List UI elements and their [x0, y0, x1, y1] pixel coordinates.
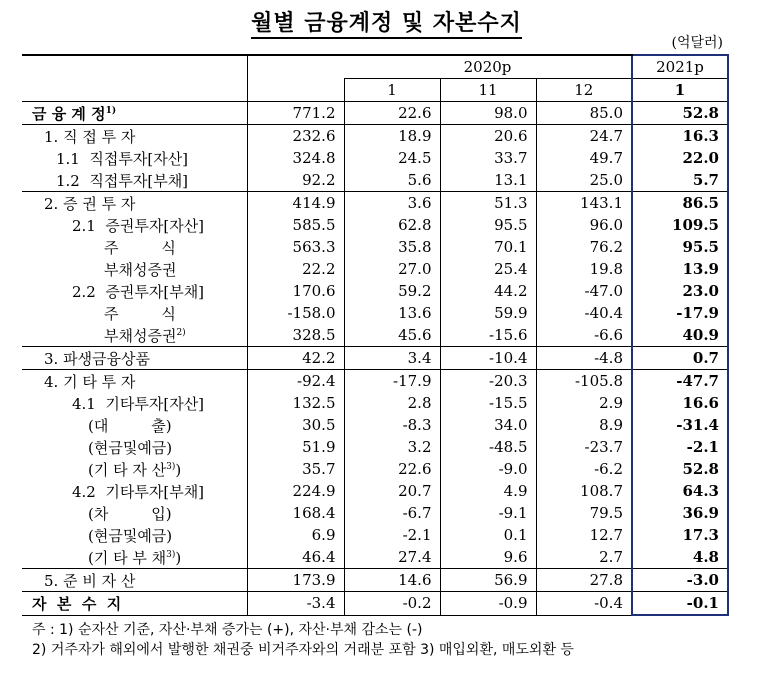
row-label [22, 436, 247, 458]
cell-total: 92.2 [247, 169, 344, 192]
footnote-line-2: 2) 거주자가 해외에서 발행한 채권중 비거주자와의 거래분 포함 3) 매입외환, 매도외환 등 [32, 642, 574, 658]
table-row [22, 392, 728, 414]
cell-m11: 9.6 [440, 546, 536, 569]
cell-total: 414.9 [247, 192, 344, 215]
cell-2021-jan: -47.7 [632, 370, 728, 393]
cell-m1: -6.7 [344, 502, 440, 524]
cell-2021-jan: 23.0 [632, 280, 728, 302]
row-label [22, 414, 247, 436]
row-label-text: 1.1 직접투자[자산] [56, 149, 189, 168]
cell-m11: -15.6 [440, 324, 536, 347]
cell-total: 35.7 [247, 458, 344, 480]
cell-m12: 96.0 [536, 214, 632, 236]
header-month-1: 1 [344, 79, 440, 102]
row-label-text: (현금및예금) [88, 526, 173, 545]
cell-total: 30.5 [247, 414, 344, 436]
row-label [22, 392, 247, 414]
cell-m1: 62.8 [344, 214, 440, 236]
cell-total: 132.5 [247, 392, 344, 414]
row-label [22, 524, 247, 546]
row-label-text: 4.2 기타투자[부채] [72, 482, 205, 501]
cell-m11: 33.7 [440, 147, 536, 169]
row-label-text: 3. 파생금융상품 [44, 349, 151, 368]
table-row [22, 480, 728, 502]
cell-m11: 95.5 [440, 214, 536, 236]
cell-m11: -9.1 [440, 502, 536, 524]
cell-total: 224.9 [247, 480, 344, 502]
cell-2021-jan: 40.9 [632, 324, 728, 347]
cell-total: 324.8 [247, 147, 344, 169]
table-row [22, 280, 728, 302]
footnote-marker: 3) [166, 461, 176, 472]
row-label [22, 347, 247, 370]
cell-m1: -0.2 [344, 592, 440, 616]
table-row [22, 214, 728, 236]
cell-m12: 108.7 [536, 480, 632, 502]
cell-m12: 12.7 [536, 524, 632, 546]
cell-m12: 143.1 [536, 192, 632, 215]
cell-total: 232.6 [247, 125, 344, 148]
cell-total: 22.2 [247, 258, 344, 280]
row-label-text: 부채성증권 [104, 260, 177, 279]
cell-m1: 22.6 [344, 102, 440, 125]
row-label-suffix: ) [175, 548, 182, 567]
table-row [22, 546, 728, 569]
row-label [22, 236, 247, 258]
page-title-text: 월별 금융계정 및 자본수지 [251, 10, 522, 39]
cell-m12: 76.2 [536, 236, 632, 258]
row-label-text: 5. 준 비 자 산 [44, 571, 136, 590]
cell-2021-jan: 36.9 [632, 502, 728, 524]
row-label-text: 주 식 [104, 238, 176, 257]
row-label-text: 2.1 증권투자[자산] [72, 216, 205, 235]
row-label [22, 480, 247, 502]
header-empty-cell-2 [22, 79, 247, 102]
cell-total: -3.4 [247, 592, 344, 616]
cell-m12: 25.0 [536, 169, 632, 192]
cell-m11: -20.3 [440, 370, 536, 393]
row-label [22, 280, 247, 302]
footnote-marker: 3) [166, 549, 176, 560]
header-month-2021-1: 1 [632, 79, 728, 102]
cell-2021-jan: 109.5 [632, 214, 728, 236]
cell-m12: 19.8 [536, 258, 632, 280]
header-empty-cell [22, 55, 247, 79]
cell-m1: 22.6 [344, 458, 440, 480]
cell-total: 563.3 [247, 236, 344, 258]
cell-m11: -15.5 [440, 392, 536, 414]
row-label [22, 502, 247, 524]
table-row [22, 458, 728, 480]
cell-m1: 3.4 [344, 347, 440, 370]
financial-account-table [22, 54, 729, 616]
row-label [22, 546, 247, 569]
table-row [22, 169, 728, 192]
cell-2021-jan: 5.7 [632, 169, 728, 192]
cell-2021-jan: -3.0 [632, 569, 728, 592]
row-label-text: (기 타 부 채 [88, 548, 167, 567]
cell-2021-jan: 95.5 [632, 236, 728, 258]
header-2020p: 2020p [344, 55, 632, 79]
cell-m1: 13.6 [344, 302, 440, 324]
table-row [22, 192, 728, 215]
row-label [22, 370, 247, 393]
table-row [22, 125, 728, 148]
header-2021p: 2021p [632, 55, 728, 79]
cell-m11: 70.1 [440, 236, 536, 258]
row-label-text: (대 출) [88, 416, 172, 435]
cell-2021-jan: 13.9 [632, 258, 728, 280]
cell-m11: 56.9 [440, 569, 536, 592]
cell-total: 6.9 [247, 524, 344, 546]
footnote-line-1: 주 : 1) 순자산 기준, 자산·부채 증가는 (+), 자산·부채 감소는 (-) [32, 622, 423, 638]
header-total-cell [247, 55, 344, 79]
cell-m11: -10.4 [440, 347, 536, 370]
row-label [22, 125, 247, 148]
cell-m12: -105.8 [536, 370, 632, 393]
cell-2021-jan: 4.8 [632, 546, 728, 569]
cell-total: 771.2 [247, 102, 344, 125]
cell-2021-jan: 86.5 [632, 192, 728, 215]
row-label-text: 부채성증권 [104, 326, 177, 345]
row-label [22, 302, 247, 324]
row-label-text: 1.2 직접투자[부채] [56, 171, 189, 190]
footnote-marker: 2) [176, 327, 186, 338]
cell-total: 51.9 [247, 436, 344, 458]
table-row [22, 324, 728, 347]
cell-m12: 85.0 [536, 102, 632, 125]
row-label [22, 147, 247, 169]
row-label-text: 2. 증 권 투 자 [44, 194, 136, 213]
cell-m12: -23.7 [536, 436, 632, 458]
cell-m11: 4.9 [440, 480, 536, 502]
cell-m12: -4.8 [536, 347, 632, 370]
cell-m12: -47.0 [536, 280, 632, 302]
cell-2021-jan: 0.7 [632, 347, 728, 370]
row-label [22, 258, 247, 280]
table-row [22, 436, 728, 458]
cell-m12: 2.7 [536, 546, 632, 569]
cell-m11: 20.6 [440, 125, 536, 148]
cell-m1: 27.0 [344, 258, 440, 280]
row-label [22, 569, 247, 592]
table-row [22, 569, 728, 592]
table-row [22, 302, 728, 324]
cell-m12: -0.4 [536, 592, 632, 616]
row-label [22, 324, 247, 347]
cell-m12: 24.7 [536, 125, 632, 148]
table-row [22, 502, 728, 524]
table-row [22, 414, 728, 436]
header-total-cell-2 [247, 79, 344, 102]
cell-total: -92.4 [247, 370, 344, 393]
cell-m12: -40.4 [536, 302, 632, 324]
header-row-months [22, 79, 728, 102]
cell-2021-jan: 64.3 [632, 480, 728, 502]
table-row [22, 236, 728, 258]
row-label [22, 592, 247, 616]
cell-m12: -6.2 [536, 458, 632, 480]
cell-2021-jan: 52.8 [632, 458, 728, 480]
cell-m1: -8.3 [344, 414, 440, 436]
cell-m11: 25.4 [440, 258, 536, 280]
cell-m11: 34.0 [440, 414, 536, 436]
cell-2021-jan: 22.0 [632, 147, 728, 169]
cell-m1: 24.5 [344, 147, 440, 169]
cell-2021-jan: 52.8 [632, 102, 728, 125]
row-label-text: (현금및예금) [88, 438, 173, 457]
cell-m11: 98.0 [440, 102, 536, 125]
header-month-12: 12 [536, 79, 632, 102]
cell-m11: 0.1 [440, 524, 536, 546]
cell-m11: -0.9 [440, 592, 536, 616]
cell-m12: 8.9 [536, 414, 632, 436]
table-row [22, 258, 728, 280]
cell-m11: 51.3 [440, 192, 536, 215]
row-label-text: (기 타 자 산 [88, 460, 167, 479]
cell-total: 328.5 [247, 324, 344, 347]
table-row [22, 347, 728, 370]
header-month-11: 11 [440, 79, 536, 102]
row-label-text: 금 융 계 정 [32, 104, 106, 123]
cell-m11: 13.1 [440, 169, 536, 192]
cell-total: 173.9 [247, 569, 344, 592]
cell-m1: 20.7 [344, 480, 440, 502]
cell-2021-jan: -31.4 [632, 414, 728, 436]
row-label-text: 1. 직 접 투 자 [44, 127, 136, 146]
cell-m1: 5.6 [344, 169, 440, 192]
footnote-marker: 1) [105, 105, 117, 116]
table-row [22, 524, 728, 546]
cell-m1: 18.9 [344, 125, 440, 148]
cell-2021-jan: 16.6 [632, 392, 728, 414]
cell-m1: -2.1 [344, 524, 440, 546]
row-label-text: (차 입) [88, 504, 172, 523]
cell-total: 585.5 [247, 214, 344, 236]
table-row [22, 592, 728, 616]
cell-total: 170.6 [247, 280, 344, 302]
cell-total: -158.0 [247, 302, 344, 324]
cell-m1: 14.6 [344, 569, 440, 592]
row-label-suffix: ) [175, 460, 182, 479]
page-title [0, 6, 773, 37]
cell-m11: -48.5 [440, 436, 536, 458]
row-label-text: 4. 기 타 투 자 [44, 372, 136, 391]
cell-m12: 2.9 [536, 392, 632, 414]
cell-m11: 59.9 [440, 302, 536, 324]
cell-total: 168.4 [247, 502, 344, 524]
cell-m11: 44.2 [440, 280, 536, 302]
table-body [22, 55, 728, 615]
cell-m1: -17.9 [344, 370, 440, 393]
table-row [22, 370, 728, 393]
cell-2021-jan: 17.3 [632, 524, 728, 546]
cell-m1: 2.8 [344, 392, 440, 414]
cell-m12: 27.8 [536, 569, 632, 592]
row-label-text: 자 본 수 지 [32, 594, 122, 613]
row-label [22, 458, 247, 480]
row-label-text: 4.1 기타투자[자산] [72, 394, 205, 413]
row-label [22, 169, 247, 192]
row-label-text: 2.2 증권투자[부채] [72, 282, 205, 301]
row-label [22, 192, 247, 215]
footnotes [32, 620, 574, 660]
cell-m1: 3.6 [344, 192, 440, 215]
table-row [22, 102, 728, 125]
row-label [22, 102, 247, 125]
cell-total: 42.2 [247, 347, 344, 370]
cell-m1: 45.6 [344, 324, 440, 347]
cell-2021-jan: -2.1 [632, 436, 728, 458]
cell-m12: -6.6 [536, 324, 632, 347]
table-row [22, 147, 728, 169]
cell-total: 46.4 [247, 546, 344, 569]
cell-m11: -9.0 [440, 458, 536, 480]
unit-label: (억달러) [671, 35, 723, 51]
cell-m1: 27.4 [344, 546, 440, 569]
header-row-years [22, 55, 728, 79]
cell-2021-jan: -17.9 [632, 302, 728, 324]
cell-m1: 59.2 [344, 280, 440, 302]
cell-m12: 79.5 [536, 502, 632, 524]
cell-2021-jan: -0.1 [632, 592, 728, 616]
cell-m12: 49.7 [536, 147, 632, 169]
row-label-text: 주 식 [104, 304, 176, 323]
cell-m1: 3.2 [344, 436, 440, 458]
cell-2021-jan: 16.3 [632, 125, 728, 148]
row-label [22, 214, 247, 236]
cell-m1: 35.8 [344, 236, 440, 258]
